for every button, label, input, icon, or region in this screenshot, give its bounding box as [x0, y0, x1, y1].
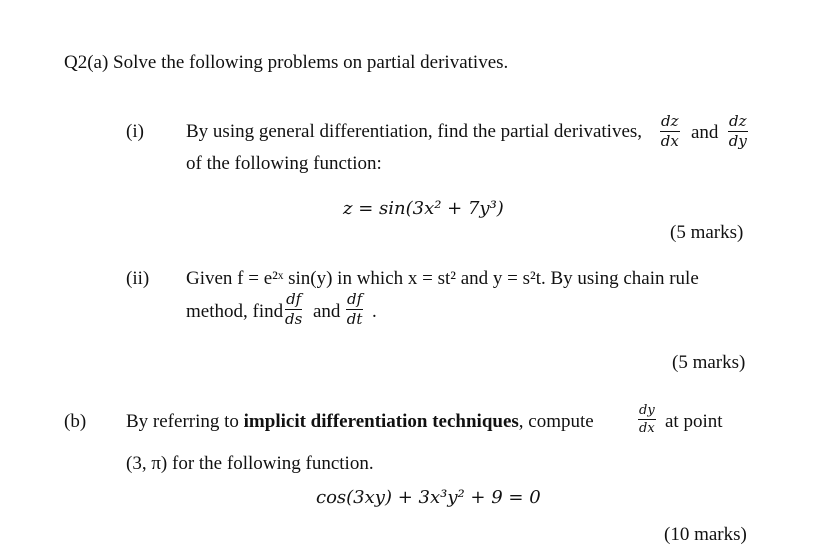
- fraction-numerator: df: [286, 290, 302, 308]
- fraction-denominator: dt: [346, 310, 363, 328]
- part-ii-marks: (5 marks): [672, 352, 746, 373]
- part-i-equation: z = sin(3x² + 7y³): [343, 198, 504, 219]
- part-i-line2: of the following function:: [186, 153, 382, 174]
- part-i-label: (i): [126, 121, 144, 142]
- part-ii-line1: Given f = e²ˣ sin(y) in which x = st² and y = s²t. By using chain rule: [186, 268, 699, 289]
- fraction-denominator: ds: [285, 310, 303, 328]
- part-ii-fraction-df-ds: [285, 292, 302, 327]
- part-b-fraction-dy-dx: [638, 404, 656, 435]
- part-ii-and: and: [313, 301, 341, 322]
- part-b-line1-suffix: at point: [665, 411, 723, 432]
- question-title: Q2(a) Solve the following problems on partial derivatives.: [64, 52, 509, 73]
- part-ii-line2-prefix: method, find: [186, 301, 284, 322]
- fraction-denominator: dy: [728, 132, 747, 150]
- fraction-denominator: dx: [660, 132, 679, 150]
- part-b-line1-prefix: By referring to: [126, 411, 239, 432]
- part-i-and: and: [691, 122, 719, 143]
- part-i-line1: By using general differentiation, find the partial derivatives,: [186, 121, 643, 142]
- part-b-line1-mid: , compute: [518, 411, 594, 432]
- part-b-line1: [126, 411, 594, 433]
- fraction-numerator: dz: [729, 112, 747, 130]
- part-ii-label: (ii): [126, 268, 150, 289]
- part-b-label: (b): [64, 411, 87, 432]
- part-ii-fraction-df-dt: [346, 292, 363, 327]
- fraction-numerator: df: [347, 290, 363, 308]
- part-ii-period: .: [372, 301, 377, 322]
- fraction-numerator: dz: [661, 112, 679, 130]
- fraction-numerator: dy: [639, 403, 655, 418]
- part-i-fraction-dz-dy: [728, 114, 748, 149]
- part-b-line1-bold: implicit differentiation techniques: [243, 411, 519, 432]
- part-i-fraction-dz-dx: [660, 114, 680, 149]
- fraction-denominator: dx: [639, 421, 655, 436]
- part-b-equation: cos(3xy) + 3x³y² + 9 = 0: [316, 487, 541, 508]
- part-i-marks: (5 marks): [670, 222, 744, 243]
- part-b-line2: (3, π) for the following function.: [126, 453, 374, 474]
- part-b-marks: (10 marks): [664, 524, 747, 545]
